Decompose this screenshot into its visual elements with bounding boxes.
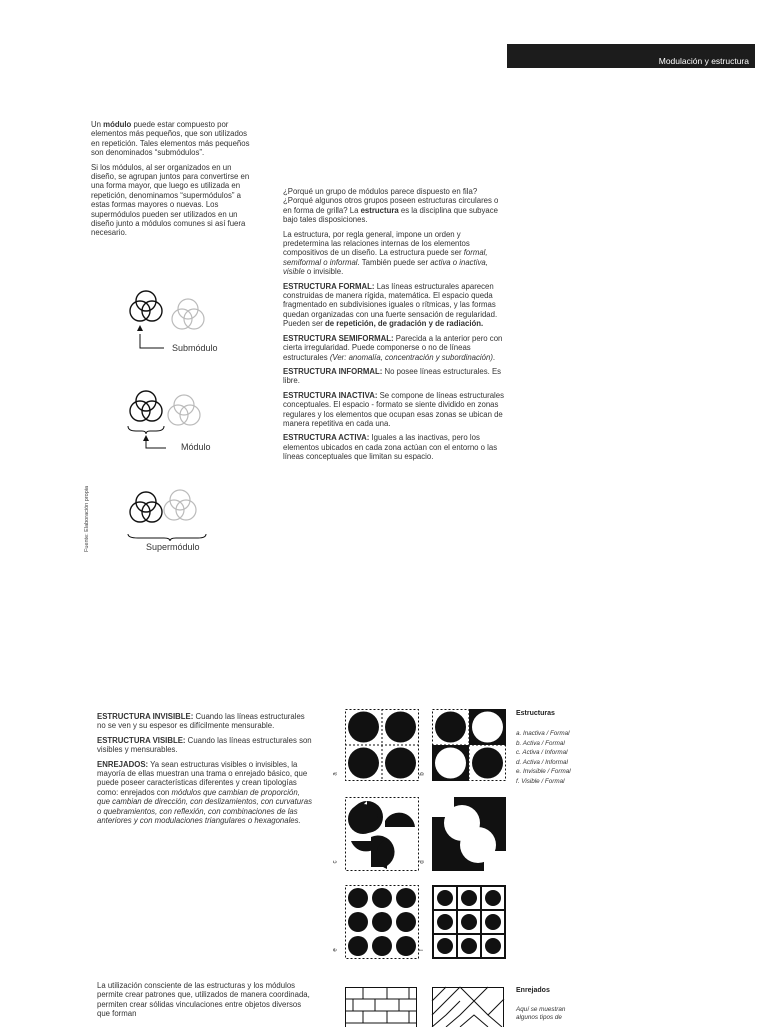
diagram-mark-c: c: [333, 861, 339, 864]
structure-diagram-b: [432, 709, 506, 781]
diagram-mark-e: e: [333, 948, 339, 951]
structure-intro: La estructura, por regla general, impone un orden y predetermina las relaciones internas de los elementos compositivos de un diseño. La estructura puede ser formal, semiformal o informal. También puede ser activa o inactiva, visible o invisible.: [283, 230, 505, 277]
structure-text: [283, 187, 505, 467]
formal-structure: ESTRUCTURA FORMAL: Las líneas estructurales aparecen construidas de manera rígida, matemática. El espacio queda fragmentado en subdivisiones iguales o rítmicas, y las formas quedan organizadas con una fuerte sensación de regularidad. Pueden ser de repetición, de gradación y de radiación.: [283, 282, 505, 329]
structure-legend: [516, 729, 571, 787]
header-title: Modulación y estructura: [659, 56, 749, 66]
informal-structure: ESTRUCTURA INFORMAL: No posee líneas estructurales. Es libre.: [283, 367, 505, 386]
herringbone-grid-diagram: [432, 987, 504, 1027]
structure-question: ¿Porqué un grupo de módulos parece dispuesto en fila? ¿Porqué algunos otros grupos poseen estructuras circulares o en forma de grilla? La estructura es la disciplina que subyace bajo tales disposiciones.: [283, 187, 505, 225]
intro-paragraph-2: Si los módulos, al ser organizados en un diseño, se agrupan juntos para convertirse en una forma mayor, que luego es utilizada en repetición, denominamos “supermódulos” a estas formas mayores o nuevas. Los supermódulos pueden ser utilizados en un diseño junto a módulos comunes si así fuera necesario.: [91, 163, 256, 238]
supermodule-figure: [126, 486, 246, 546]
legend2-line: Aquí se muestran: [516, 1006, 565, 1014]
header-bar: [507, 44, 755, 68]
legend-item: e. Invisible / Formal: [516, 767, 571, 777]
semiformal-structure: ESTRUCTURA SEMIFORMAL: Parecida a la anterior pero con cierta irregularidad. Puede componerse o no de líneas estructurales (Ver: anomalía, concentración y subordinación).: [283, 334, 505, 362]
legend2-line: algunos tipos de: [516, 1014, 565, 1022]
legend-title: Estructuras: [516, 710, 555, 717]
legend2-text: [516, 1006, 565, 1022]
legend2-title: Enrejados: [516, 987, 550, 994]
legend-item: f. Visible / Formal: [516, 777, 571, 787]
inactive-structure: ESTRUCTURA INACTIVA: Se compone de líneas estructurales conceptuales. El espacio - formato se siente dividido en zonas regulares y los elementos que ocupan esas zonas se ubican de manera repetitiva en cada una.: [283, 391, 505, 429]
structure-diagram-f: [432, 885, 506, 959]
active-structure: ESTRUCTURA ACTIVA: Iguales a las inactivas, pero los elementos ubicados en cada zona actúan con el entorno o las líneas conceptuales que limitan su espacio.: [283, 433, 505, 461]
diagram-mark-b: b: [420, 772, 426, 775]
visible-structure: ESTRUCTURA VISIBLE: Cuando las líneas estructurales son visibles y mensurables.: [97, 736, 313, 755]
structure-diagram-c: [345, 797, 419, 871]
source-note: Fuente: Elaboración propia: [84, 486, 90, 552]
diagram-mark-d: d: [420, 860, 426, 863]
legend-item: a. Inactiva / Formal: [516, 729, 571, 739]
legend-item: b. Activa / Formal: [516, 739, 571, 749]
structure-diagram-e: [345, 885, 419, 959]
legend-item: d. Activa / Informal: [516, 758, 571, 768]
diagram-mark-f: f: [419, 949, 425, 951]
legend-item: c. Activa / Informal: [516, 748, 571, 758]
module-label: Módulo: [181, 442, 211, 452]
brick-grid-diagram: [345, 987, 417, 1027]
lower-text: [97, 712, 313, 830]
intro-paragraph-1: Un módulo puede estar compuesto por elementos más pequeños, que son utilizados en repetición. Tales elementos más pequeños son denominados “submódulos”.: [91, 120, 256, 158]
intro-text: [91, 120, 256, 243]
diagram-mark-a: a: [333, 772, 339, 775]
supermodule-label: Supermódulo: [146, 542, 200, 552]
grids-paragraph: ENREJADOS: Ya sean estructuras visibles o invisibles, la mayoría de ellas muestran una trama o enrejado básico, que puede poseer características diferentes y crean tipologías como: enrejados con módulos que cambian de proporción, que cambian de dirección, con deslizamientos, con curvaturas o quebramientos, con reflexión, con combinaciones de las anteriores y con modulaciones triangulares o hexagonales.: [97, 760, 313, 826]
submodule-label: Submódulo: [172, 343, 218, 353]
bottom-paragraph: La utilización consciente de las estructuras y los módulos permite crear patrones que, utilizados de manera coordinada, permiten crear sólidas vinculaciones entre objetos diversos que forman: [97, 981, 313, 1019]
structure-diagram-a: [345, 709, 419, 781]
structure-diagram-d: [432, 797, 506, 871]
invisible-structure: ESTRUCTURA INVISIBLE: Cuando las líneas estructurales no se ven y su espesor es difícilmente mensurable.: [97, 712, 313, 731]
